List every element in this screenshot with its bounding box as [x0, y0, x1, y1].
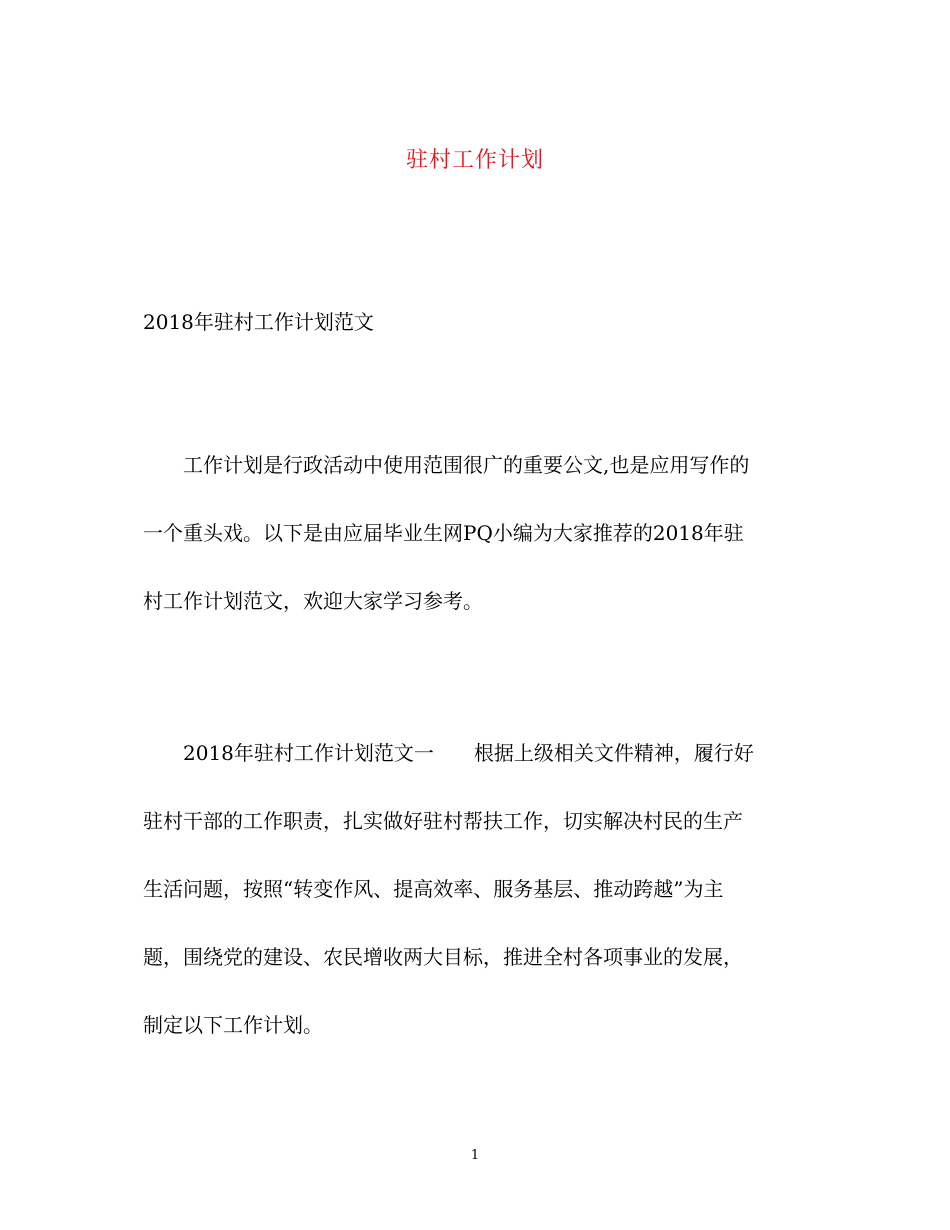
paragraph-2-line-4: 题，围绕党的建设、农民增收两大目标，推进全村各项事业的发展，: [143, 945, 743, 969]
paragraph-2-line-1: 2018年驻村工作计划范文一 根据上级相关文件精神，履行好: [143, 741, 754, 765]
paragraph-2-line-3: 生活问题，按照“转变作风、提高效率、服务基层、推动跨越”为主: [143, 877, 724, 901]
paragraph-2-line-5: 制定以下工作计划。: [143, 1013, 323, 1037]
paragraph-1-line-1: 工作计划是行政活动中使用范围很广的重要公文,也是应用写作的: [143, 453, 750, 477]
paragraph-1-line-2: 一个重头戏。以下是由应届毕业生网PQ小编为大家推荐的2018年驻: [143, 521, 744, 545]
paragraph-1-line-3: 村工作计划范文，欢迎大家学习参考。: [143, 589, 483, 613]
paragraph-2-line-2: 驻村干部的工作职责，扎实做好驻村帮扶工作，切实解决村民的生产: [143, 809, 743, 833]
document-subtitle: 2018年驻村工作计划范文: [143, 310, 374, 334]
document-title: 驻村工作计划: [405, 148, 544, 173]
page-number: 1: [470, 1148, 480, 1163]
